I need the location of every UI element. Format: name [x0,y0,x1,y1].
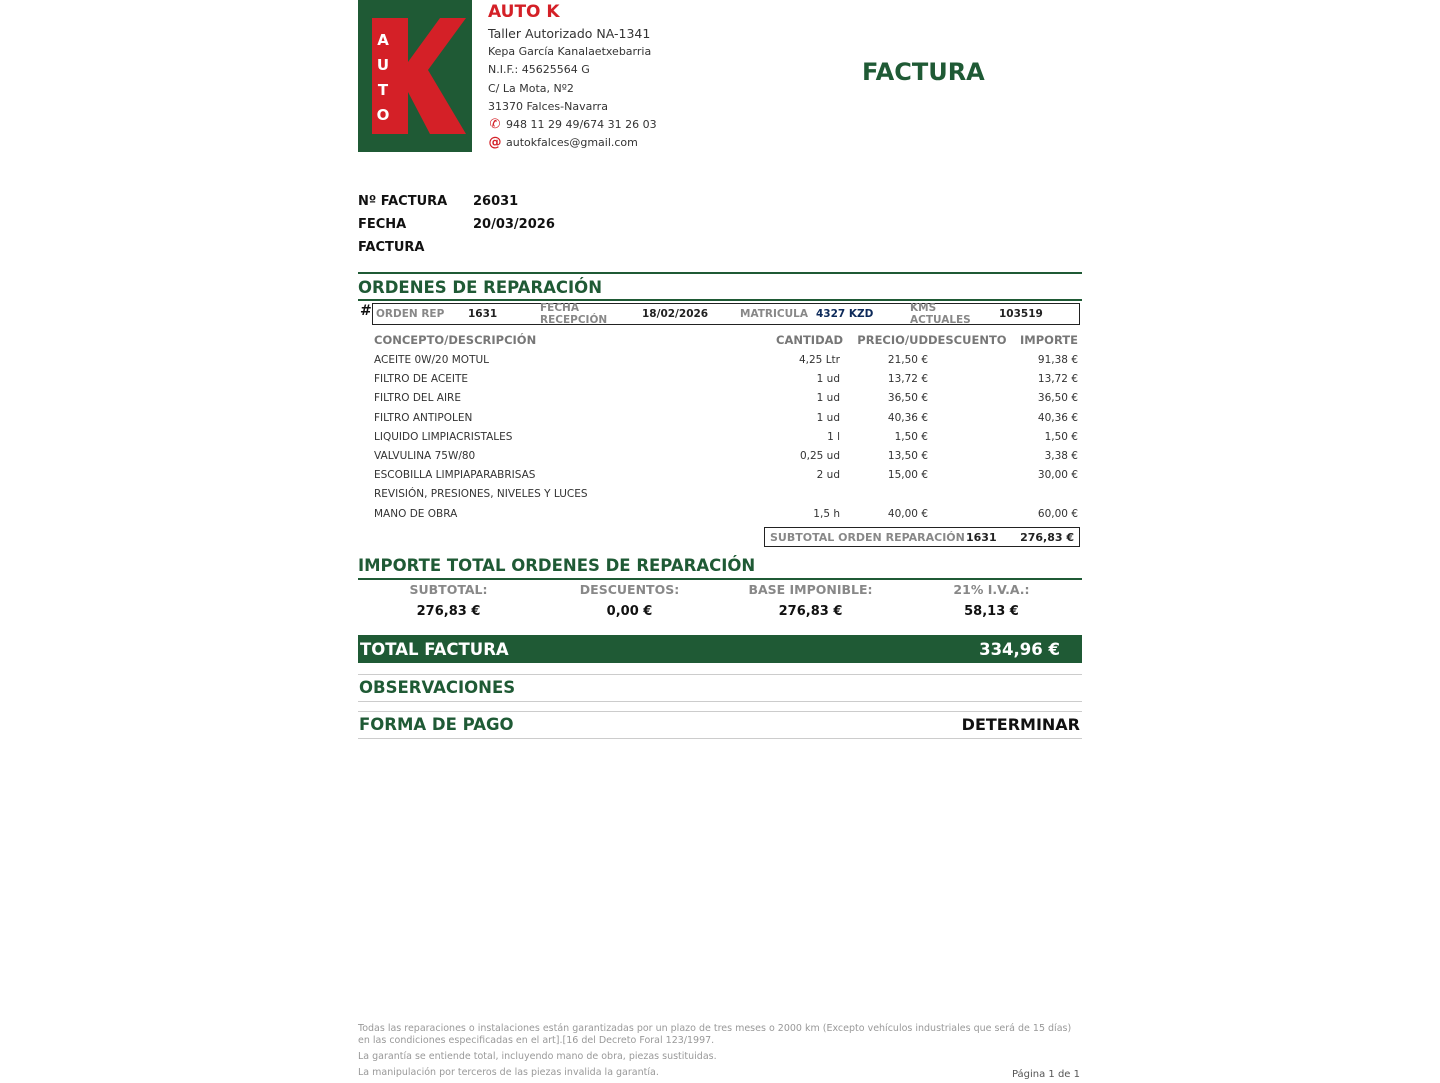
totals-section [358,552,1082,580]
company-info [488,2,657,152]
totals-heading: IMPORTE TOTAL ORDENES DE REPARACIÓN [358,556,756,575]
col-desc: CONCEPTO/DESCRIPCIÓN [374,333,537,347]
divider [358,578,1082,580]
company-phone-line [488,116,657,134]
line-disc [928,505,1004,524]
table-row [374,466,1080,485]
document-title: FACTURA [862,58,985,86]
base-value: 276,83 € [778,604,843,619]
order-header-box [372,303,1080,325]
line-disc [928,428,1004,447]
payment-value: DETERMINAR [961,715,1080,734]
invoice-number-label: Nº FACTURA [358,194,448,209]
line-qty: 4,25 Ltr [798,354,840,366]
discounts-col [539,582,720,619]
table-row [374,370,1080,389]
subtotal-value: 276,83 € [416,604,481,619]
line-desc: FILTRO DEL AIRE [374,392,461,405]
line-disc [928,351,1004,370]
invoice-page [358,0,1082,1080]
logo-vertical-text [374,30,392,126]
subtotal-order-number: 1631 [966,530,997,544]
base-col [720,582,901,619]
line-desc: LIQUIDO LIMPIACRISTALES [374,430,513,443]
invoice-meta [358,190,555,255]
line-desc: VALVULINA 75W/80 [374,449,476,462]
plate-label: MATRICULA [740,308,808,320]
line-price: 40,00 € [887,507,928,520]
reception-label: FECHA RECEPCIÓN [540,302,608,326]
line-disc [928,370,1004,389]
observations-label: OBSERVACIONES [359,678,516,697]
table-row [374,447,1080,466]
line-price: 13,72 € [887,373,928,386]
company-name: AUTO K [488,2,560,22]
line-desc: FILTRO DE ACEITE [374,373,469,386]
line-qty: 1 ud [816,411,840,424]
discounts-label: DESCUENTOS: [579,582,680,597]
line-imp: 3,38 € [1044,449,1078,462]
company-email: autokfalces@gmail.com [506,136,638,150]
invoice-date: 20/03/2026 [473,217,555,232]
line-price: 36,50 € [887,392,928,405]
table-row [374,409,1080,428]
logo-letter: O [376,106,390,124]
subtotal-label: SUBTOTAL: [409,582,488,597]
subtotal-order-value: 276,83 € [1020,530,1074,544]
plate-value: 4327 KZD [816,308,874,320]
total-invoice-bar [358,635,1082,663]
table-row [374,485,1080,504]
total-invoice-value: 334,96 € [979,639,1060,659]
line-desc: REVISIÓN, PRESIONES, NIVELES Y LUCES [374,488,588,501]
reception-value: 18/02/2026 [642,308,709,320]
line-desc: MANO DE OBRA [374,507,458,520]
company-authorization: Taller Autorizado NA-1341 [488,26,651,41]
line-desc: ESCOBILLA LIMPIAPARABRISAS [374,469,536,482]
divider [358,299,1082,301]
vat-label: 21% I.V.A.: [953,582,1030,597]
lines-table [374,332,1080,524]
lines-header [374,332,1080,349]
company-nif: N.I.F.: 45625564 G [488,63,590,77]
orders-heading: ORDENES DE REPARACIÓN [358,278,603,297]
line-disc [928,466,1004,485]
line-qty: 1 ud [816,373,840,386]
invoice-date-label: FECHA FACTURA [358,217,425,255]
invoice-number-row [358,190,555,213]
vat-col [901,582,1082,619]
orders-section [358,272,1082,301]
table-row [374,428,1080,447]
line-imp: 91,38 € [1037,354,1078,366]
line-qty: 1 ud [816,392,840,405]
company-owner: Kepa García Kanalaetxebarria [488,45,652,59]
line-qty: 2 ud [816,469,840,482]
line-disc [928,409,1004,428]
payment-label: FORMA DE PAGO [359,715,514,734]
totals-row [358,582,1082,619]
line-imp: 13,72 € [1037,373,1078,386]
order-hash: # [360,303,372,319]
company-address: C/ La Mota, Nº2 [488,81,574,95]
subtotal-col [358,582,539,619]
line-price: 40,36 € [887,411,928,424]
footer-manipulation: La manipulación por terceros de las piezas invalida la garantía. [358,1067,659,1078]
order-rep-label: ORDEN REP [376,308,445,320]
vat-value: 58,13 € [964,604,1019,619]
line-imp: 40,36 € [1037,411,1078,424]
total-invoice-label: TOTAL FACTURA [360,639,509,659]
invoice-date-row [358,213,555,255]
company-email-line [488,134,657,152]
line-imp: 30,00 € [1037,469,1078,482]
auto-k-logo [358,0,472,152]
logo-letter: T [377,81,389,99]
table-row [374,389,1080,408]
invoice-number: 26031 [473,194,519,209]
footer-warranty-total: La garantía se entiende total, incluyendo mano de obra, piezas sustituidas. [358,1051,717,1062]
company-city: 31370 Falces-Navarra [488,99,608,113]
line-qty: 0,25 ud [799,449,840,462]
col-imp: IMPORTE [1020,333,1078,347]
kms-value: 103519 [999,308,1043,320]
line-qty: 1 l [827,430,840,443]
col-price: PRECIO/UD [857,333,928,347]
base-label: BASE IMPONIBLE: [748,582,873,597]
line-desc: ACEITE 0W/20 MOTUL [374,354,490,366]
line-disc [928,447,1004,466]
phone-icon: ✆ [489,116,501,132]
page-number: Página 1 de 1 [1011,1069,1080,1080]
footer-notes [358,1023,1082,1083]
footer-warranty: Todas las reparaciones o instalaciones están garantizadas por un plazo de tres meses o 2000 km (Excepto vehículos industriales que será de 15 días) en las condiciones especificadas en el art].[16 del Decreto Foral 123/1997. [358,1023,1072,1046]
order-rep-value: 1631 [468,308,498,320]
table-row [374,505,1080,524]
col-qty: CANTIDAD [776,333,844,347]
line-price [840,485,928,504]
col-disc: DESCUENTO [928,333,1007,347]
line-price: 15,00 € [887,469,928,482]
line-imp: 60,00 € [1037,507,1078,520]
line-disc [928,485,1004,504]
table-row [374,351,1080,370]
line-qty [776,485,840,504]
line-qty: 1,5 h [813,507,840,520]
discounts-value: 0,00 € [606,604,653,619]
line-price: 21,50 € [887,354,928,366]
line-price: 1,50 € [894,430,928,443]
kms-label: KMS ACTUALES [910,302,971,326]
line-disc [928,389,1004,408]
logo-letter: A [377,31,389,49]
line-imp [1004,485,1078,504]
line-imp: 36,50 € [1037,392,1078,405]
at-icon: @ [488,135,502,151]
line-desc: FILTRO ANTIPOLEN [374,411,473,424]
logo-letter: U [376,56,390,74]
company-phone: 948 11 29 49/674 31 26 03 [506,117,657,131]
line-price: 13,50 € [887,449,928,462]
subtotal-order-label: SUBTOTAL ORDEN REPARACIÓN [770,530,965,544]
observations-row [358,674,1082,702]
payment-row [358,711,1082,739]
order-subtotal-box [764,527,1080,547]
line-imp: 1,50 € [1044,430,1078,443]
